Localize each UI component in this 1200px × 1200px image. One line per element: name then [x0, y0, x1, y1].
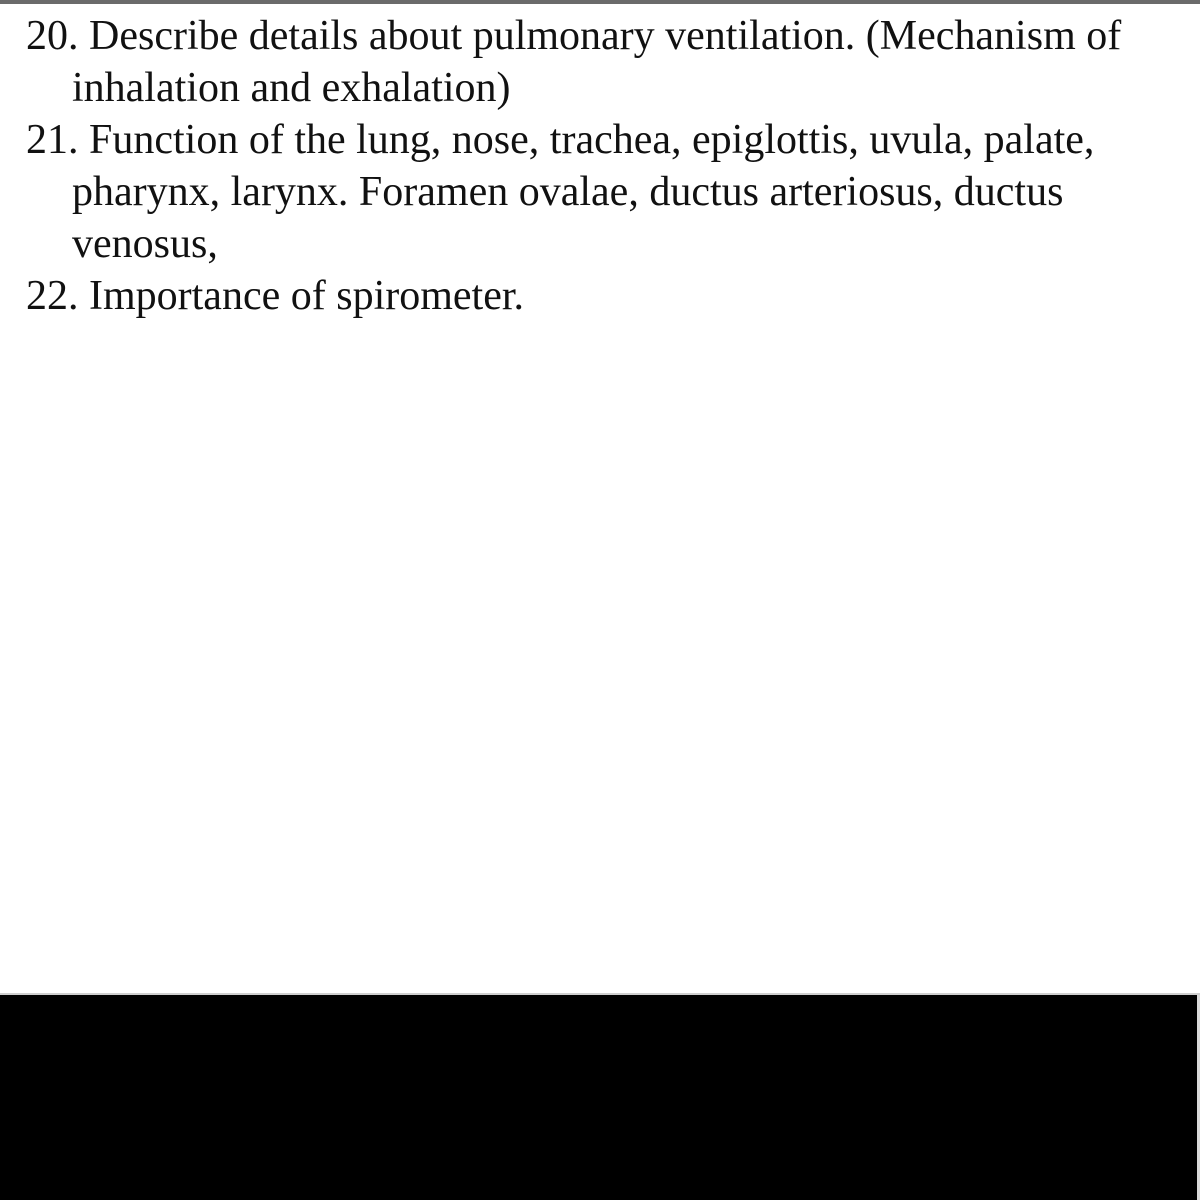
question-number: 21. [26, 117, 79, 163]
question-text: Describe details about pulmonary ventilation. (Mechanism of inhalation and exhalation) [72, 13, 1122, 111]
question-item [26, 10, 1186, 114]
question-number: 22. [26, 273, 79, 319]
top-border [0, 0, 1200, 4]
question-text: Function of the lung, nose, trachea, epiglottis, uvula, palate, pharynx, larynx. Foramen ovalae, ductus arteriosus, ductus venosus, [72, 117, 1095, 267]
question-item [26, 270, 1186, 322]
bottom-black-bar [0, 995, 1200, 1200]
question-item [26, 114, 1186, 270]
question-list [26, 10, 1186, 322]
question-number: 20. [26, 13, 79, 59]
question-text: Importance of spirometer. [89, 273, 525, 319]
